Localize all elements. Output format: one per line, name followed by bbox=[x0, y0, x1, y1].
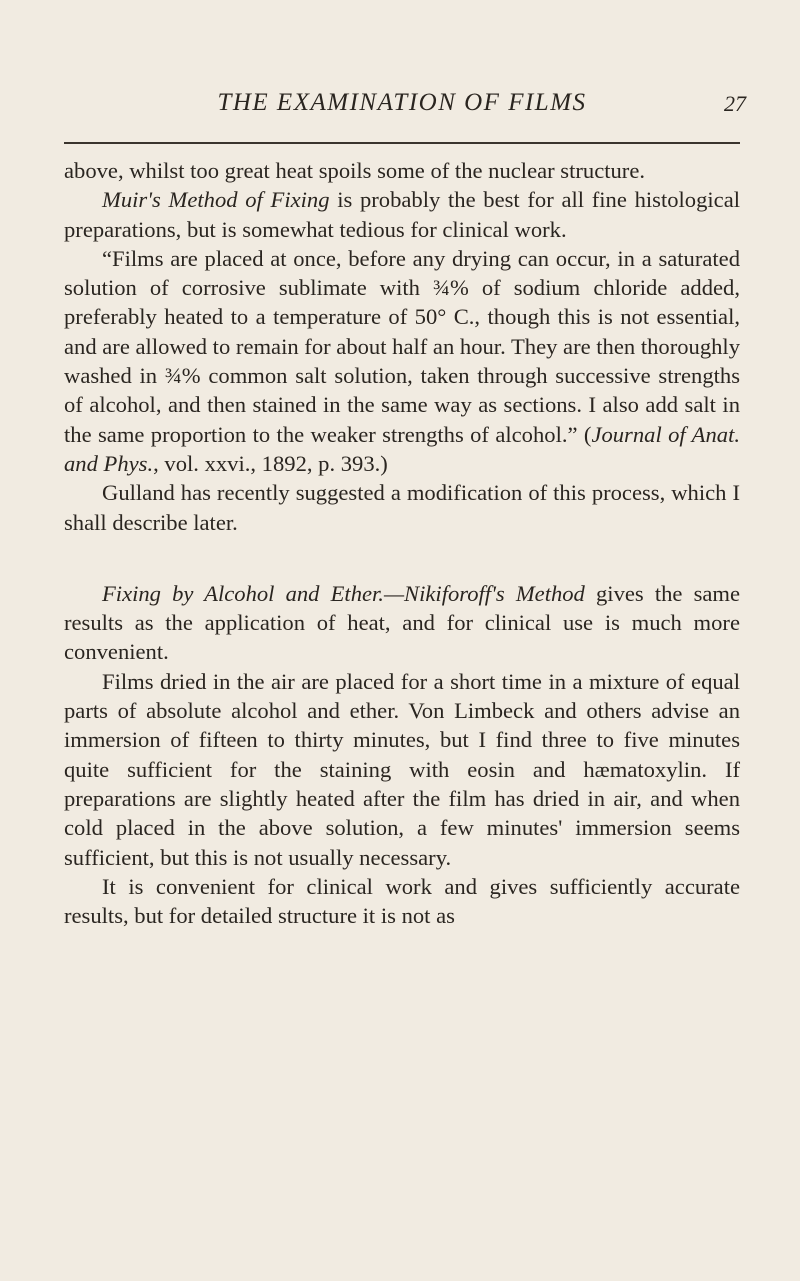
paragraph-text: “Films are placed at once, before any drying can occur, in a saturated solution of corrosive sublimate with ¾% of sodium chloride added, preferably heated to a temperature of 50° C., though this is not essential, and are allowed to remain for about half an hour. They are then thoroughly washed in ¾% common salt solution, taken through successive strengths of alcohol, and then stained in the same way as sections. I also add salt in the same proportion to the weaker strengths of alcohol.” ( bbox=[64, 245, 740, 447]
paragraph-continued bbox=[64, 156, 740, 185]
paragraph-muir-method bbox=[64, 185, 740, 244]
page-number: 27 bbox=[724, 91, 746, 116]
body-text bbox=[64, 156, 740, 930]
paragraph-convenient bbox=[64, 872, 740, 931]
running-title: THE EXAMINATION OF FILMS bbox=[217, 89, 587, 116]
paragraph-text: Films dried in the air are placed for a short time in a mixture of equal parts of absolute alcohol and ether. Von Limbeck and others advise an immersion of fifteen to thirty minutes, but I find three to five minutes quite sufficient for the staining with eosin and hæmatoxylin. If preparations are slightly heated after the film has dried in air, and when cold placed in the above solution, a few minutes' immersion seems sufficient, but this is not usually necessary. bbox=[64, 668, 740, 870]
section-heading-muir: Muir's Method of Fixing bbox=[102, 187, 330, 213]
section-gap bbox=[64, 537, 740, 579]
paragraph-quotation bbox=[64, 244, 740, 478]
paragraph-text: above, whilst too great heat spoils some of the nuclear structure. bbox=[64, 158, 645, 183]
paragraph-text: It is convenient for clinical work and gives sufficiently accurate results, but for detailed structure it is not as bbox=[64, 873, 740, 929]
journal-citation: Journal of Anat. and Phys. bbox=[64, 421, 740, 476]
running-head bbox=[64, 86, 746, 120]
paragraph-text: is probably the best for all fine histological preparations, but is somewhat tedious for clinical work. bbox=[64, 187, 740, 242]
paragraph-gulland bbox=[64, 478, 740, 537]
paragraph-films-dried bbox=[64, 667, 740, 872]
section-heading-nikiforoff: Fixing by Alcohol and Ether.—Nikiforoff's Method bbox=[102, 580, 585, 606]
header-rule bbox=[64, 142, 740, 144]
citation-details: , vol. xxvi., 1892, p. 393.) bbox=[153, 450, 388, 476]
paragraph-alcohol-ether bbox=[64, 579, 740, 667]
paragraph-text: Gulland has recently suggested a modification of this process, which I shall describe later. bbox=[64, 480, 740, 535]
paragraph-text: gives the same results as the application of heat, and for clinical use is much more convenient. bbox=[64, 580, 740, 665]
